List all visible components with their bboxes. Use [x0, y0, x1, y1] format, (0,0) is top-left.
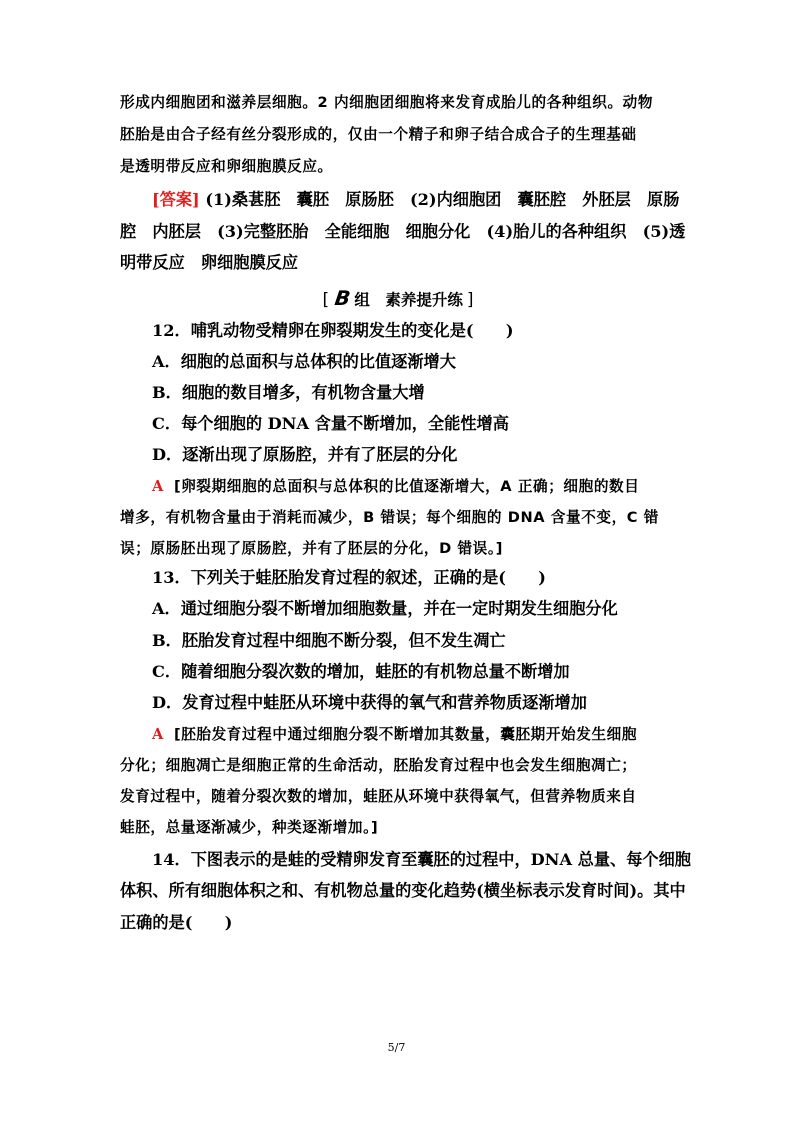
q12-explanation-line-2: 增多，有机物含量由于消耗而减少，B 错误；每个细胞的 DNA 含量不变，C 错 — [120, 509, 659, 526]
section-header — [120, 286, 676, 312]
section-open-bracket: [ — [322, 290, 330, 310]
q13-answer-letter: A — [152, 726, 164, 743]
q12-option-a: A．细胞的总面积与总体积的比值逐渐增大 — [152, 352, 456, 371]
q12-stem: 12．哺乳动物受精卵在卵裂期发生的变化是( ) — [152, 321, 514, 340]
q12-option-d: D．逐渐出现了原肠腔，并有了胚层的分化 — [152, 445, 458, 464]
q13-option-a: A．通过细胞分裂不断增加细胞数量，并在一定时期发生细胞分化 — [152, 599, 618, 618]
section-close-bracket: ] — [466, 290, 474, 310]
q13-explanation-line-1 — [120, 724, 637, 746]
answer-line-3: 明带反应 卵细胞膜反应 — [120, 253, 299, 272]
answer-text-1: (1)桑葚胚 囊胚 原肠胚 (2)内细胞团 囊胚腔 外胚层 原肠 — [205, 190, 680, 209]
q14-stem-line-1: 14．下图表示的是蛙的受精卵发育至囊胚的过程中，DNA 总量、每个细胞 — [152, 850, 691, 869]
q13-option-b: B．胚胎发育过程中细胞不断分裂，但不发生凋亡 — [152, 631, 506, 650]
intro-explanation-line-3: 是透明带反应和卵细胞膜反应。 — [120, 158, 333, 175]
intro-explanation-line-2: 胚胎是由合子经有丝分裂形成的，仅由一个精子和卵子结合成合子的生理基础 — [120, 126, 637, 143]
q12-explanation-text-1: [卵裂期细胞的总面积与总体积的比值逐渐增大，A 正确；细胞的数目 — [173, 478, 640, 495]
q12-option-b: B．细胞的数目增多，有机物含量大增 — [152, 383, 425, 402]
intro-explanation-line-1: 形成内细胞团和滋养层细胞。2 内细胞团细胞将来发育成胎儿的各种组织。动物 — [120, 94, 654, 111]
q12-answer-letter: A — [152, 478, 164, 495]
answer-line-1 — [120, 189, 679, 211]
section-title: 组 素养提升练 — [354, 291, 463, 309]
q14-stem-line-2: 体积、所有细胞体积之和、有机物总量的变化趋势(横坐标表示发育时间)。其中 — [120, 881, 686, 900]
q13-explanation-line-2: 分化；细胞凋亡是细胞正常的生命活动，胚胎发育过程中也会发生细胞凋亡； — [120, 757, 637, 774]
q13-explanation-line-3: 发育过程中，随着分裂次数的增加，蛙胚从环境中获得氧气，但营养物质来自 — [120, 788, 637, 805]
q12-explanation-line-3: 误；原肠胚出现了原肠腔，并有了胚层的分化，D 错误。] — [120, 540, 504, 557]
q13-option-c: C．随着细胞分裂次数的增加，蛙胚的有机物总量不断增加 — [152, 662, 570, 681]
q13-option-d: D．发育过程中蛙胚从环境中获得的氧气和营养物质逐渐增加 — [152, 693, 587, 712]
q12-explanation-line-1 — [120, 476, 639, 498]
page-number: 5/7 — [387, 1041, 406, 1054]
q13-explanation-text-1: [胚胎发育过程中通过细胞分裂不断增加其数量，囊胚期开始发生细胞 — [173, 726, 638, 743]
answer-tag: [答案] — [152, 190, 200, 209]
section-letter: B — [333, 286, 353, 310]
q12-option-c: C．每个细胞的 DNA 含量不断增加，全能性增高 — [152, 414, 509, 433]
answer-line-2: 腔 内胚层 (3)完整胚胎 全能细胞 细胞分化 (4)胎儿的各种组织 (5)透 — [120, 222, 686, 241]
q14-stem-line-3: 正确的是( ) — [120, 913, 233, 932]
q13-stem: 13．下列关于蛙胚胎发育过程的叙述，正确的是( ) — [152, 568, 546, 587]
q13-explanation-line-4: 蛙胚，总量逐渐减少，种类逐渐增加。] — [120, 819, 379, 836]
